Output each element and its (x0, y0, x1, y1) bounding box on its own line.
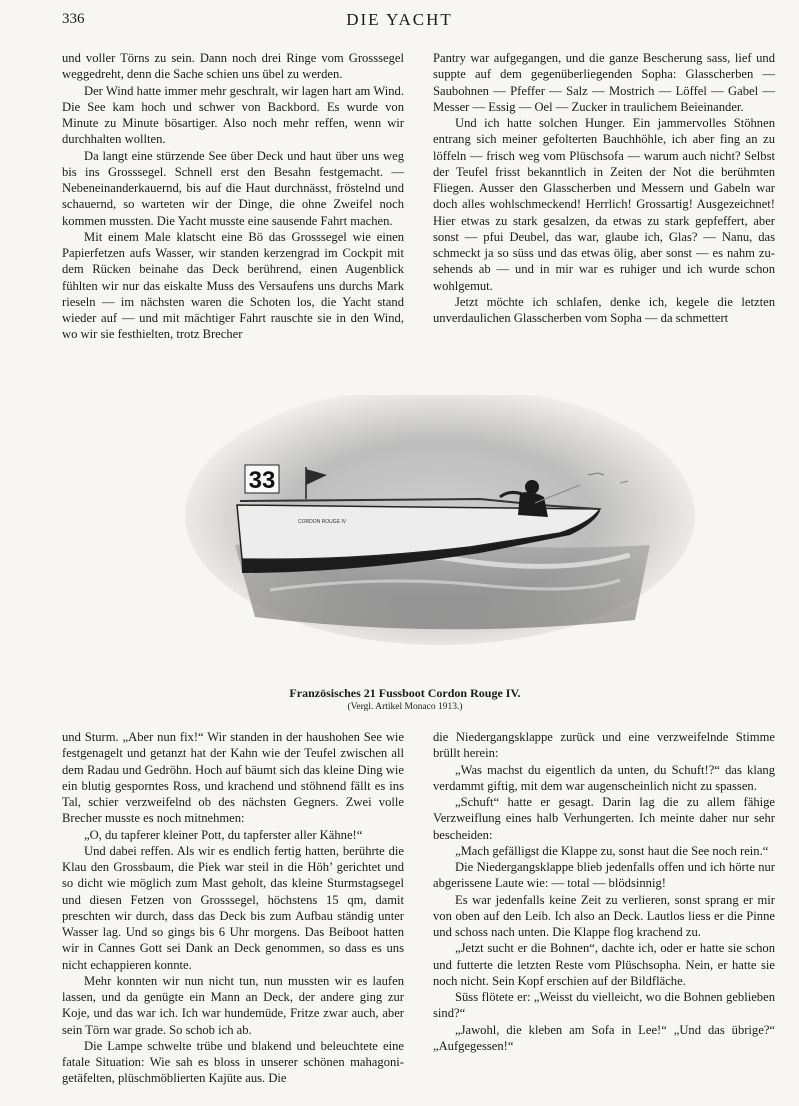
paragraph: Mehr konnten wir nun nicht tun, nun mussten wir es laufen lassen, und da genügte ein Mann an Deck, der andere ging zur Koje, und das war ich. Ich war hundemüde, Fritze zwar auch, aber sein Törn war grade. So schob ich ab. (62, 973, 404, 1037)
page-header (0, 10, 799, 36)
column-left-top (62, 50, 404, 343)
paragraph: Da langt eine stürzende See über Deck und haut über uns weg bis ins Grosssegel. Schnell erst den Besahn festgemacht. — Nebeneinanderkauernd, bis auf die Haut durchnässt, fröstelnd und schauernd, so warteten wir der Dinge, die ohne Zweifel noch kommen mussten. Die Yacht musste eine sausende Fahrt machen. (62, 148, 404, 228)
paragraph: „Jawohl, die kleben am Sofa in Lee!“ „Und das übrige?“ „Aufgegessen!“ (433, 1022, 775, 1053)
column-left-bottom (62, 729, 404, 1087)
paragraph: Die Lampe schwelte trübe und blakend und beleuchtete eine fatale Situation: Wie sah es bloss in unserer schönen mahagoni-getäfelten, plüschmöblierten Kajüte aus. Die (62, 1038, 404, 1086)
boat-photograph (180, 395, 700, 645)
paragraph: Süss flötete er: „Weisst du vielleicht, wo die Bohnen geblieben sind?“ (433, 990, 775, 1021)
column-right-bottom (433, 729, 775, 1054)
paragraph: „Schuft“ hatte er gesagt. Darin lag die zu allem fähige Verzweiflung eines halb Verhungerten. Ich meinte daher nur sehr bescheiden: (433, 795, 775, 842)
hull-name: CORDON ROUGE IV (298, 519, 347, 525)
paragraph: Jetzt möchte ich schlafen, denke ich, kegele die letzten unverdaulichen Glasscherben vom Sopha — da schmettert (433, 294, 775, 325)
paragraph: Pantry war aufgegangen, und die ganze Bescherung sass, lief und suppte auf dem gegenüberliegenden Sopha: Glasscherben — Saubohnen — Pfeffer — Salz — Mostrich — Löffel — Gabel — Messer — Essig — Oel — Zucker in traulichem Beieinander. (433, 51, 775, 114)
paragraph: „Mach gefälligst die Klappe zu, sonst haut die See noch rein.“ (455, 843, 769, 858)
paragraph: Die Niedergangsklappe blieb jedenfalls offen und ich hörte nur abgerissene Laute wie: — total — blödsinnig! (433, 860, 775, 891)
race-number: 33 (248, 467, 276, 494)
paragraph: Es war jedenfalls keine Zeit zu verlieren, sonst sprang er mir von oben auf den Leib. Ich also an Deck. Lautlos liess er die Pinne und schoss nach unten. Die Klappe flog krachend zu. (433, 892, 775, 939)
pilot-head (525, 480, 539, 494)
paragraph: die Niedergangsklappe zurück und eine verzweifelnde Stimme brüllt herein: (433, 730, 775, 761)
paragraph: Und dabei reffen. Als wir es endlich fertig hatten, berührte die Klau den Grossbaum, die Piek war steil in die Höh’ gerichtet und so dicht wie möglich zum Mast geholt, das kleine Sturmstagsegel und diesen Fetzen von Grosssegel, höchstens 15 qm, damit preschten wir durch, dass das Deck bis zum Aufbau ständig unter Wasser lag. Und so gings bis 6 Uhr morgens. Das Beiboot hatten wir in Cannes Gott sei Dank an Deck genommen, so dass es uns nicht echappieren konnte. (62, 843, 404, 972)
paragraph: Der Wind hatte immer mehr geschralt, wir lagen hart am Wind. Die See kam hoch und schwer von Backbord. Es wurde von Minute zu Minute bösartiger. Also noch mehr reffen, wenn wir durchhalten wollten. (62, 83, 404, 147)
figure-caption: Französisches 21 Fussboot Cordon Rouge IV. (289, 686, 521, 700)
paragraph: „Jetzt sucht er die Bohnen“, dachte ich, oder er hatte sie schon und futterte die letzten Reste vom Plüschsopha. Nein, er hatte sie noch nicht. Sein Kopf erschien auf der Bildfläche. (433, 941, 775, 988)
page-number: 336 (62, 11, 85, 27)
paragraph: Und ich hatte solchen Hunger. Ein jammervolles Stöhnen entrang sich meiner gefolterten Bauchhöhle, ich aber fing an zu löffeln — frisch weg vom Plüschsofa — warum auch nicht? Selbst der Teufel frisst bekanntlich in Zeiten der Not die berühmten Fliegen. Ausser den Glasscherben und Messern und Gabeln war doch alles wohlschmeckend! Herrlich! Grossartig! Ausgezeichnet! Hier etwas zu stark gesalzen, da etwas zu stark gepfeffert, aber sonst — pfui Deubel, das war, glaube ich, Glas? — Nanu, das schmeckt ja so süss und das etwas ölig, aber sonst — es nahm zusehends ab — und in mir war es ruhiger und ich wurde schon wohlgemut. (433, 116, 775, 293)
running-title: DIE YACHT (346, 10, 453, 29)
figure-reference: (Vergl. Artikel Monaco 1913.) (347, 702, 463, 712)
paragraph: „Was machst du eigentlich da unten, du Schuft!?“ das klang verdammt giftig, mit dem war augenscheinlich nicht zu spassen. (433, 762, 775, 793)
column-right-top (433, 50, 775, 326)
paragraph: und Sturm. „Aber nun fix!“ Wir standen in der haushohen See wie festgenagelt und getanzt hat der Kahn wie der Teufel zwischen all dem Radau und Gedröhn. Hoch auf bäumt sich das kleine Ding wie ein blutig gesporntes Ross, und krachend und stöhnend fällt es ins Tal, schier verzweifelnd ob des nächsten Gegners. Zwei volle Brecher musste es noch mitnehmen: (62, 730, 404, 826)
paragraph: Mit einem Male klatscht eine Bö das Grosssegel wie einen Papierfetzen aufs Wasser, wir standen kerzengrad im Cockpit mit dem Rücken beinahe das Deck berührend, einen Augenblick fühlten wir nur das eiskalte Muss des Versaufens uns durchs Mark rieseln — im nächsten waren die Schoten los, die Yacht stand wieder auf — und mit mächtiger Fahrt rauschte sie in den Wind, wo wir sie festhielten, trotz Brecher (62, 229, 404, 342)
paragraph: und voller Törns zu sein. Dann noch drei Ringe vom Grosssegel weggedreht, denn die Sache schien uns übel zu werden. (62, 51, 404, 82)
paragraph: „O, du tapferer kleiner Pott, du tapferster aller Kähne!“ (84, 827, 363, 842)
motorboat-illustration (180, 395, 700, 645)
